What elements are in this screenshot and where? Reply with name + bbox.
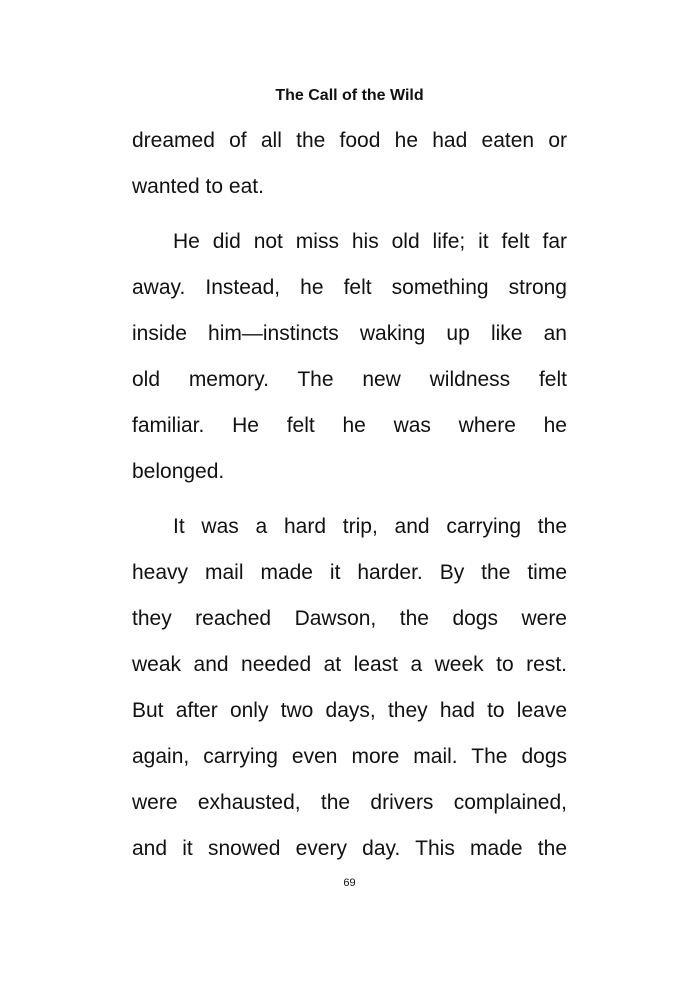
text-line: wanted to eat.: [132, 175, 264, 198]
text-line: and it snowed every day. This made the: [132, 837, 567, 860]
text-line: weak and needed at least a week to rest.: [132, 653, 567, 676]
text-line: He did not miss his old life; it felt far: [173, 230, 567, 253]
text-line: It was a hard trip, and carrying the: [173, 515, 567, 538]
text-line: heavy mail made it harder. By the time: [132, 561, 567, 584]
text-line: again, carrying even more mail. The dogs: [132, 745, 567, 768]
text-line: But after only two days, they had to leave: [132, 699, 567, 722]
text-line: dreamed of all the food he had eaten or: [132, 129, 567, 152]
paragraph-2: [132, 227, 567, 503]
page-number: 69: [343, 877, 356, 889]
text-line: belonged.: [132, 460, 225, 483]
paragraph-1: [132, 126, 567, 218]
text-line: familiar. He felt he was where he: [132, 414, 567, 437]
text-line: away. Instead, he felt something strong: [132, 276, 567, 299]
text-line: were exhausted, the drivers complained,: [132, 791, 567, 814]
body-text: [132, 126, 567, 880]
paragraph-3: [132, 512, 567, 880]
text-line: they reached Dawson, the dogs were: [132, 607, 567, 630]
text-line: old memory. The new wildness felt: [132, 368, 567, 391]
text-line: inside him—instincts waking up like an: [132, 322, 567, 345]
running-header-title: The Call of the Wild: [275, 87, 424, 104]
